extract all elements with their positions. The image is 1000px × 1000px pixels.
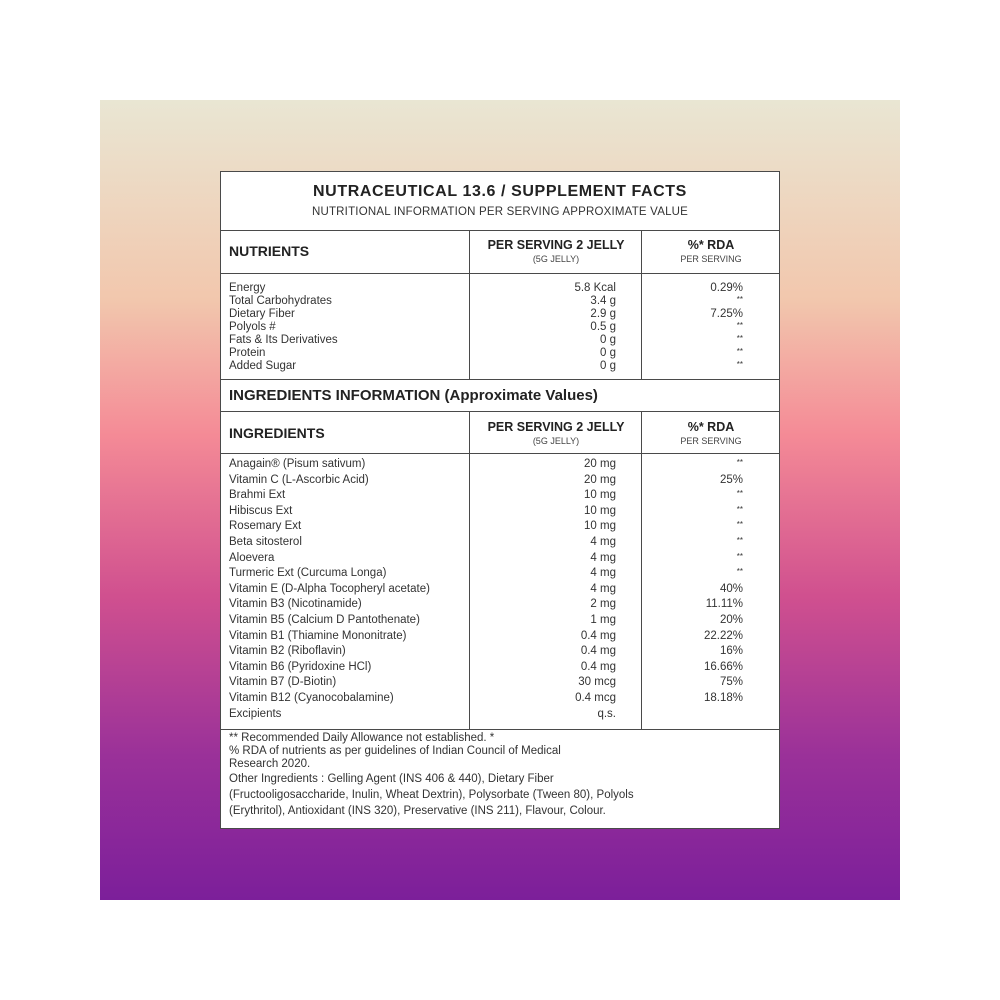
row-rda: 20% bbox=[719, 614, 743, 626]
row-name: Vitamin B3 (Nicotinamide) bbox=[229, 598, 362, 611]
ingredients-title-row bbox=[221, 380, 779, 412]
row-value: 1 mg bbox=[590, 614, 616, 626]
row-rda: 75% bbox=[719, 676, 743, 689]
ingredients-table-body bbox=[221, 454, 779, 730]
row-rda: ** bbox=[736, 489, 743, 499]
row-name: Protein bbox=[229, 347, 266, 359]
column-divider bbox=[469, 274, 470, 379]
row-rda: ** bbox=[736, 520, 743, 530]
row-value: 5.8 Kcal bbox=[574, 282, 616, 294]
row-rda: 11.11% bbox=[705, 598, 743, 611]
row-name: Fats & Its Derivatives bbox=[229, 334, 338, 346]
row-name: Turmeric Ext (Curcuma Longa) bbox=[229, 567, 387, 580]
nutrients-table-body bbox=[221, 274, 779, 380]
per-serving-subheader: (5G JELLY) bbox=[532, 254, 580, 264]
row-name: Vitamin C (L-Ascorbic Acid) bbox=[229, 473, 369, 486]
row-rda: 25% bbox=[719, 473, 743, 486]
rda-column-header: %* RDA bbox=[687, 420, 735, 434]
footnote-line: % RDA of nutrients as per guidelines of Indian Council of Medical bbox=[229, 745, 561, 757]
panel-subtitle: NUTRITIONAL INFORMATION PER SERVING APPROXIMATE VALUE bbox=[311, 206, 689, 218]
row-name: Hibiscus Ext bbox=[229, 504, 293, 517]
row-value: 4 mg bbox=[590, 536, 616, 548]
row-name: Vitamin B6 (Pyridoxine HCl) bbox=[229, 660, 372, 673]
row-rda: 7.25% bbox=[710, 308, 743, 320]
footnote-line: Research 2020. bbox=[229, 758, 311, 770]
row-value: 4 mg bbox=[590, 582, 616, 595]
column-divider bbox=[641, 230, 642, 273]
row-rda: ** bbox=[736, 295, 743, 304]
row-name: Total Carbohydrates bbox=[229, 295, 332, 307]
row-rda: ** bbox=[736, 458, 743, 467]
row-name: Vitamin B12 (Cyanocobalamine) bbox=[229, 692, 394, 704]
column-divider bbox=[641, 274, 642, 379]
footnotes bbox=[229, 732, 769, 819]
panel-title: NUTRACEUTICAL 13.6 / SUPPLEMENT FACTS bbox=[313, 183, 687, 200]
rda-column-header: %* RDA bbox=[687, 238, 735, 252]
row-name: Aloevera bbox=[229, 551, 275, 564]
row-rda: ** bbox=[736, 321, 743, 330]
ingredients-info-title: INGREDIENTS INFORMATION (Approximate Values) bbox=[229, 387, 598, 404]
row-name: Brahmi Ext bbox=[229, 489, 286, 502]
row-value: 0 g bbox=[600, 360, 616, 372]
row-value: 10 mg bbox=[584, 504, 616, 517]
per-serving-column-header: PER SERVING 2 JELLY bbox=[487, 420, 625, 434]
row-value: 4 mg bbox=[590, 551, 616, 564]
row-value: 0.5 g bbox=[590, 321, 616, 333]
rda-subheader: PER SERVING bbox=[680, 436, 742, 446]
row-rda: ** bbox=[736, 347, 743, 356]
footnote-line: (Fructooligosaccharide, Inulin, Wheat Dextrin), Polysorbate (Tween 80), Polyols bbox=[229, 789, 634, 801]
column-divider bbox=[469, 454, 470, 729]
column-divider bbox=[641, 412, 642, 453]
row-rda: ** bbox=[736, 504, 743, 514]
row-name: Added Sugar bbox=[229, 360, 297, 372]
row-value: q.s. bbox=[597, 707, 616, 720]
row-name: Vitamin B1 (Thiamine Mononitrate) bbox=[229, 629, 407, 642]
row-rda: 16.66% bbox=[703, 660, 743, 673]
row-name: Vitamin E (D-Alpha Tocopheryl acetate) bbox=[229, 582, 430, 595]
row-rda: 0.29% bbox=[710, 282, 743, 294]
column-divider bbox=[469, 230, 470, 273]
row-rda: 22.22% bbox=[703, 629, 743, 642]
nutrients-header-row bbox=[221, 230, 779, 274]
footnote-line: (Erythritol), Antioxidant (INS 320), Preservative (INS 211), Flavour, Colour. bbox=[229, 805, 606, 817]
nutrients-column-header: NUTRIENTS bbox=[229, 243, 310, 259]
row-rda: 16% bbox=[719, 645, 743, 658]
footnote-line: ** Recommended Daily Allowance not established. * bbox=[229, 732, 495, 744]
row-name: Rosemary Ext bbox=[229, 520, 302, 533]
row-value: 30 mcg bbox=[578, 676, 616, 689]
row-rda: 40% bbox=[719, 582, 743, 595]
row-value: 10 mg bbox=[584, 489, 616, 502]
row-name: Dietary Fiber bbox=[229, 308, 295, 320]
rda-subheader: PER SERVING bbox=[680, 254, 742, 264]
row-rda: 18.18% bbox=[703, 692, 743, 704]
row-name: Vitamin B5 (Calcium D Pantothenate) bbox=[229, 614, 420, 626]
supplement-facts-panel bbox=[220, 171, 780, 829]
row-rda: ** bbox=[736, 334, 743, 343]
row-name: Polyols # bbox=[229, 321, 276, 333]
footnote-line: Other Ingredients : Gelling Agent (INS 406 & 440), Dietary Fiber bbox=[229, 773, 554, 785]
row-name: Vitamin B2 (Riboflavin) bbox=[229, 645, 346, 658]
panel-header bbox=[221, 172, 779, 231]
column-divider bbox=[469, 412, 470, 453]
ingredients-column-header: INGREDIENTS bbox=[229, 425, 325, 441]
row-rda: ** bbox=[736, 567, 743, 577]
row-value: 0.4 mg bbox=[580, 629, 616, 642]
row-name: Excipients bbox=[229, 707, 282, 720]
ingredients-header-row bbox=[221, 412, 779, 454]
row-name: Anagain® (Pisum sativum) bbox=[229, 458, 366, 470]
row-value: 0.4 mg bbox=[580, 660, 616, 673]
column-divider bbox=[641, 454, 642, 729]
per-serving-subheader: (5G JELLY) bbox=[532, 436, 580, 446]
row-rda: ** bbox=[736, 551, 743, 561]
row-name: Energy bbox=[229, 282, 266, 294]
row-value: 2 mg bbox=[590, 598, 616, 611]
row-value: 3.4 g bbox=[590, 295, 616, 307]
row-rda: ** bbox=[736, 536, 743, 545]
row-value: 10 mg bbox=[584, 520, 616, 533]
row-name: Beta sitosterol bbox=[229, 536, 302, 548]
row-value: 2.9 g bbox=[590, 308, 616, 320]
row-name: Vitamin B7 (D-Biotin) bbox=[229, 676, 337, 689]
row-value: 20 mg bbox=[584, 473, 616, 486]
per-serving-column-header: PER SERVING 2 JELLY bbox=[487, 238, 625, 252]
row-value: 0 g bbox=[600, 334, 616, 346]
row-value: 4 mg bbox=[590, 567, 616, 580]
row-value: 0 g bbox=[600, 347, 616, 359]
row-value: 20 mg bbox=[584, 458, 616, 470]
row-rda: ** bbox=[736, 360, 743, 369]
row-value: 0.4 mcg bbox=[575, 692, 616, 704]
row-value: 0.4 mg bbox=[580, 645, 616, 658]
